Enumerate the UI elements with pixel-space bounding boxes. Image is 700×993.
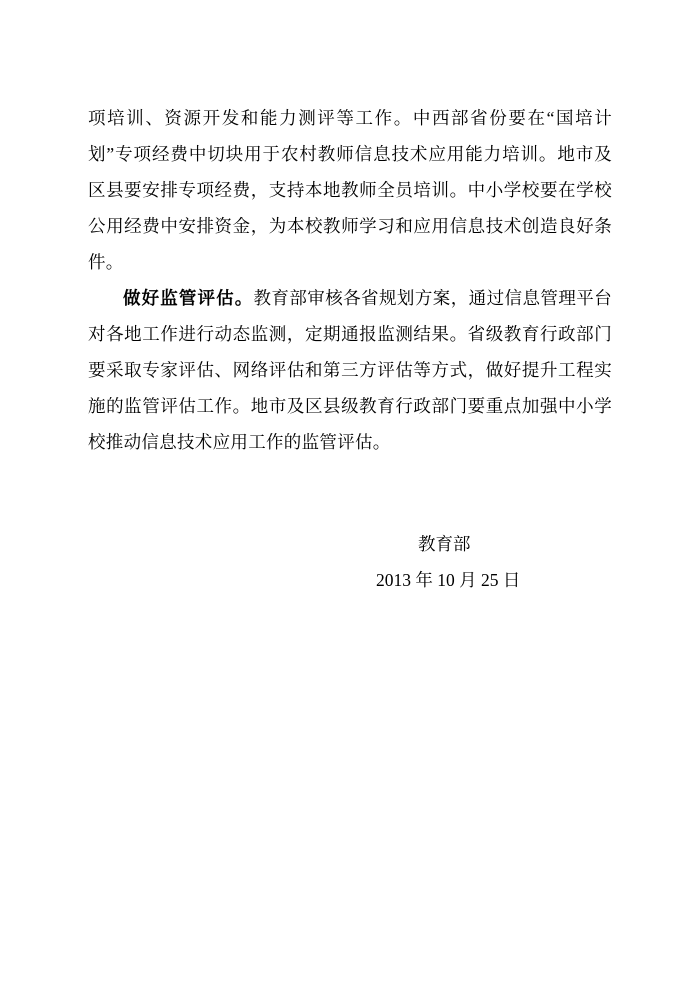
signature-issuer: 教育部 bbox=[418, 534, 471, 554]
paragraph-supervision bbox=[88, 280, 612, 460]
paragraph-supervision-lead: 做好监管评估。 bbox=[123, 288, 254, 308]
paragraph-supervision-text: 教育部审核各省规划方案，通过信息管理平台对各地工作进行动态监测，定期通报监测结果。省级教育行政部门要采取专家评估、网络评估和第三方评估等方式，做好提升工程实施的监管评估工作。地市及区县级教育行政部门要重点加强中小学校推动信息技术应用工作的监管评估。 bbox=[88, 288, 613, 452]
paragraph-funding bbox=[88, 100, 612, 280]
signature-block bbox=[88, 526, 612, 598]
signature-date: 2013 年 10 月 25 日 bbox=[376, 570, 521, 590]
paragraph-funding-text: 项培训、资源开发和能力测评等工作。中西部省份要在“国培计划”专项经费中切块用于农村教师信息技术应用能力培训。地市及区县要安排专项经费，支持本地教师全员培训。中小学校要在学校公用经费中安排资金，为本校教师学习和应用信息技术创造良好条件。 bbox=[88, 108, 612, 272]
document-body bbox=[88, 100, 612, 460]
